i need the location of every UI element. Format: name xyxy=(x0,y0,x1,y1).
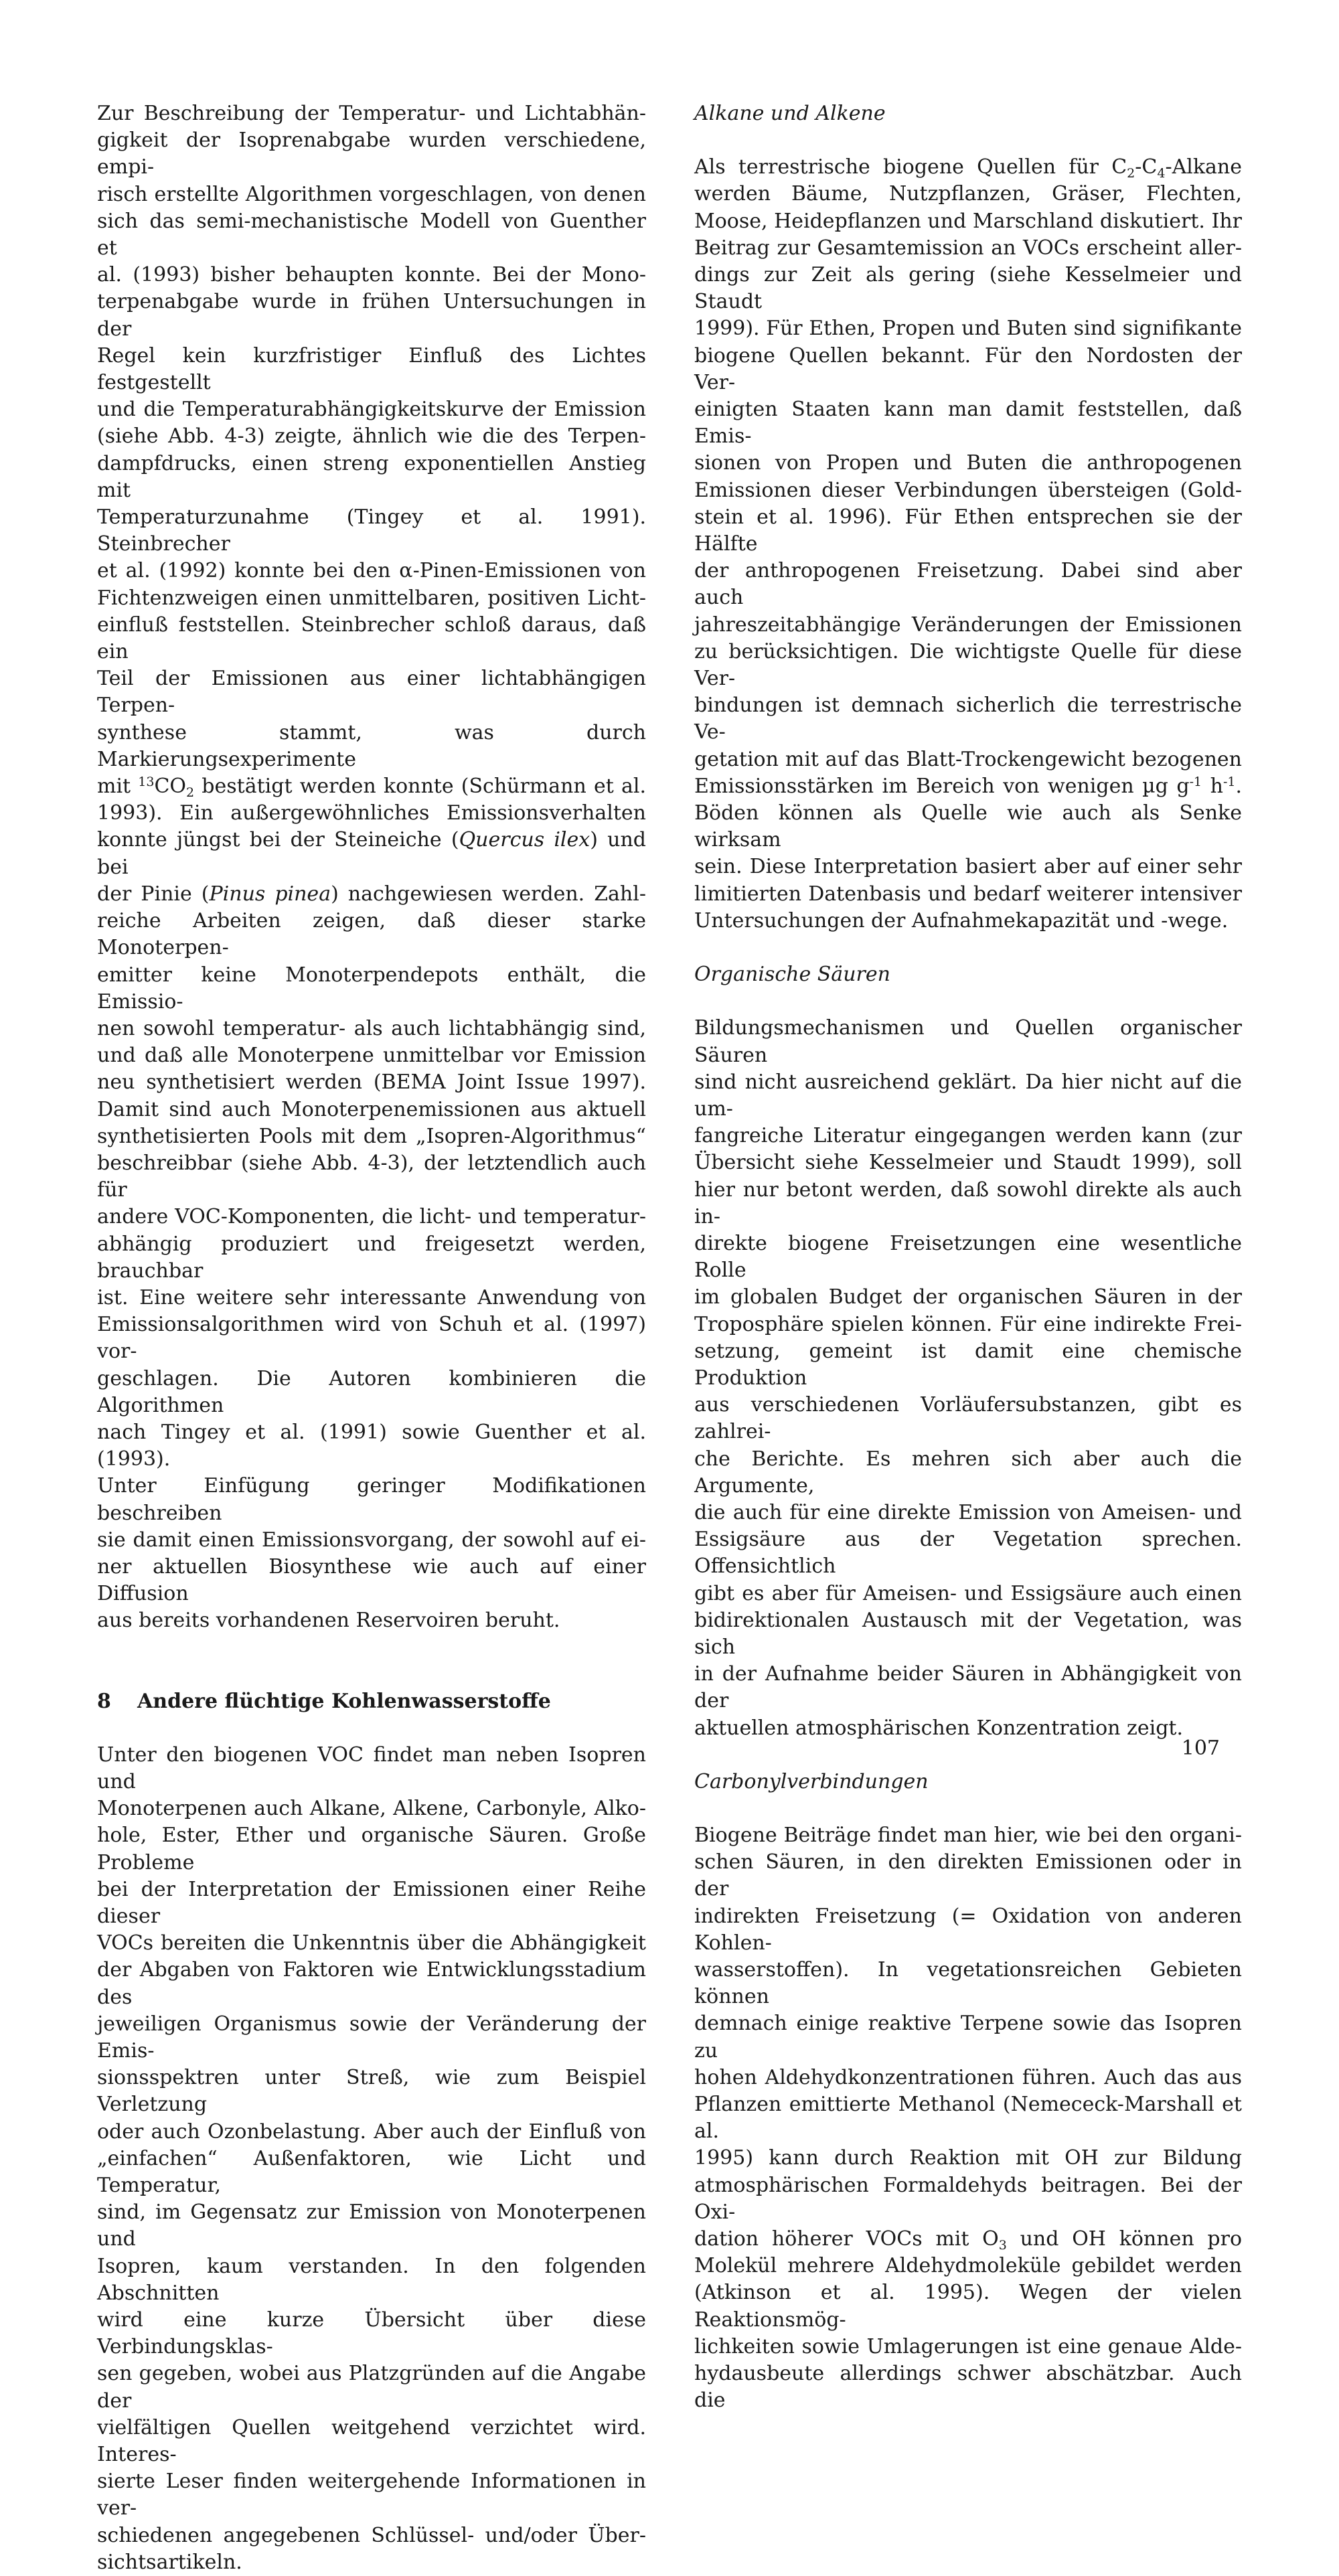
text-line: terpenabgabe wurde in frühen Untersuchungen in der xyxy=(97,290,646,341)
text-line: in der Aufnahme beider Säuren in Abhängigkeit von der xyxy=(694,1662,1242,1713)
text-line-units: Emissionsstärken im Bereich von wenigen µg $g^{-1}$ $h^{-1}$. xyxy=(694,774,1242,798)
text-line: hydausbeute allerdings schwer abschätzbar. Auch die xyxy=(694,2362,1242,2413)
text-line: fangreiche Literatur eingegangen werden kann (zur xyxy=(694,1124,1242,1148)
text-line: nach Tingey et al. (1991) sowie Guenther et al. (1993). xyxy=(97,1420,646,1471)
text-line: ner aktuellen Biosynthese wie auch auf einer Diffusion xyxy=(97,1554,646,1606)
text-line: Isopren, kaum verstanden. In den folgenden Abschnitten xyxy=(97,2254,646,2305)
paragraph-isoprene-algorithms xyxy=(97,100,646,1635)
paragraph-organic-acids xyxy=(694,1015,1242,1741)
page-number: 107 xyxy=(1181,1737,1220,1760)
text-line: 1993). Ein außergewöhnliches Emissionsverhalten xyxy=(97,801,646,825)
text-line: Emissionsalgorithmen wird von Schuh et al. (1997) vor- xyxy=(97,1313,646,1364)
text-line: Molekül mehrere Aldehydmoleküle gebildet werden xyxy=(694,2254,1242,2278)
text-line: Regel kein kurzfristiger Einfluß des Lichtes festgestellt xyxy=(97,343,646,395)
text-line: Fichtenzweigen einen unmittelbaren, positiven Licht- xyxy=(97,586,646,610)
text-line: zu berücksichtigen. Die wichtigste Quelle für diese Ver- xyxy=(694,639,1242,691)
text-line: bidirektionalen Austausch mit der Vegetation, was sich xyxy=(694,1608,1242,1659)
subheading-alkanes: Alkane und Alkene xyxy=(694,102,886,125)
text-line: schiedenen angegebenen Schlüssel- und/oder Über- xyxy=(97,2523,646,2547)
text-line: „einfachen“ Außenfaktoren, wie Licht und Temperatur, xyxy=(97,2146,646,2198)
text-line: lichkeiten sowie Umlagerungen ist eine genaue Alde- xyxy=(694,2334,1242,2358)
section-heading xyxy=(97,1688,646,1715)
text-line: che Berichte. Es mehren sich aber auch die Argumente, xyxy=(694,1447,1242,1498)
text-line: jahreszeitabhängige Veränderungen der Emissionen xyxy=(694,613,1242,637)
text-line: im globalen Budget der organischen Säuren in der xyxy=(694,1285,1242,1309)
text-line: dampfdrucks, einen streng exponentiellen Anstieg mit xyxy=(97,451,646,502)
right-column xyxy=(694,100,1242,2414)
text-line: Zur Beschreibung der Temperatur- und Lichtabhän- xyxy=(97,102,646,125)
text-line: sind, im Gegensatz zur Emission von Monoterpenen und xyxy=(97,2200,646,2251)
text-line: Böden können als Quelle wie auch als Senke wirksam xyxy=(694,801,1242,852)
text-line: andere VOC-Komponenten, die licht- und temperatur- xyxy=(97,1205,646,1229)
text-line-co2: mit $^{13}CO_2$ bestätigt werden konnte (Schürmann et al. xyxy=(97,775,646,801)
text-line: sionsspektren unter Streß, wie zum Beispiel Verletzung xyxy=(97,2066,646,2117)
text-line: der anthropogenen Freisetzung. Dabei sind aber auch xyxy=(694,559,1242,610)
text-line: abhängig produziert und freigesetzt werden, brauchbar xyxy=(97,1232,646,1283)
text-line: jeweiligen Organismus sowie der Veränderung der Emis- xyxy=(97,2012,646,2063)
text-line: hier nur betont werden, daß sowohl direkte als auch in- xyxy=(694,1178,1242,1228)
paragraph-alkanes xyxy=(694,154,1242,935)
text-line: die auch für eine direkte Emission von Ameisen- und xyxy=(694,1500,1242,1524)
text-line: aktuellen atmosphärischen Konzentration zeigt. xyxy=(694,1716,1183,1740)
text-line: risch erstellte Algorithmen vorgeschlagen, von denen xyxy=(97,182,646,206)
text-line: Pflanzen emittierte Methanol (Nemececk-Marshall et al. xyxy=(694,2093,1242,2144)
text-line: vielfältigen Quellen weitgehend verzichtet wird. Interes- xyxy=(97,2415,646,2467)
text-line: sen gegeben, wobei aus Platzgründen auf die Angabe der xyxy=(97,2362,646,2413)
text-line: 1995) kann durch Reaktion mit OH zur Bildung xyxy=(694,2146,1242,2170)
text-line: neu synthetisiert werden (BEMA Joint Issue 1997). xyxy=(97,1070,646,1095)
text-line: und daß alle Monoterpene unmittelbar vor Emission xyxy=(97,1044,646,1068)
text-line: nen sowohl temperatur- als auch lichtabhängig sind, xyxy=(97,1016,646,1040)
text-line: Teil der Emissionen aus einer lichtabhängigen Terpen- xyxy=(97,667,646,718)
text-line: Emissionen dieser Verbindungen übersteigen (Gold- xyxy=(694,478,1242,502)
text-line: Unter Einfügung geringer Modifikationen beschreiben xyxy=(97,1474,646,1525)
text-line: atmosphärischen Formaldehyds beitragen. Bei der Oxi- xyxy=(694,2173,1242,2224)
text-line: sind nicht ausreichend geklärt. Da hier nicht auf die um- xyxy=(694,1070,1242,1121)
subheading-carbonyls: Carbonylverbindungen xyxy=(694,1769,929,1793)
text-line: wird eine kurze Übersicht über diese Verbindungsklas- xyxy=(97,2308,646,2359)
text-line: et al. (1992) konnte bei den α-Pinen-Emissionen von xyxy=(97,559,646,583)
text-line: getation mit auf das Blatt-Trockengewicht bezogenen xyxy=(694,747,1242,771)
text-line: (Atkinson et al. 1995). Wegen der vielen Reaktionsmög- xyxy=(694,2281,1242,2332)
text-line: sich das semi-mechanistische Modell von Guenther et xyxy=(97,209,646,260)
text-line: Biogene Beiträge findet man hier, wie bei den organi- xyxy=(694,1823,1242,1847)
text-line: und die Temperaturabhängigkeitskurve der Emission xyxy=(97,398,646,422)
text-line: Damit sind auch Monoterpenemissionen aus aktuell xyxy=(97,1097,646,1121)
text-line: direkte biogene Freisetzungen eine wesentliche Rolle xyxy=(694,1231,1242,1283)
text-line: oder auch Ozonbelastung. Aber auch der Einfluß von xyxy=(97,2119,646,2144)
text-line: Essigsäure aus der Vegetation sprechen. Offensichtlich xyxy=(694,1528,1242,1579)
text-line: Troposphäre spielen können. Für eine indirekte Frei- xyxy=(694,1312,1242,1336)
text-line: einfluß feststellen. Steinbrecher schloß daraus, daß ein xyxy=(97,613,646,664)
text-line: bindungen ist demnach sicherlich die terrestrische Ve- xyxy=(694,694,1242,744)
text-line: biogene Quellen bekannt. Für den Nordosten der Ver- xyxy=(694,343,1242,394)
text-line: setzung, gemeint ist damit eine chemische Produktion xyxy=(694,1339,1242,1390)
left-column xyxy=(97,100,646,2576)
text-line: synthetisierten Pools mit dem „Isopren-Algorithmus“ xyxy=(97,1124,646,1148)
text-line: beschreibbar (siehe Abb. 4-3), der letztendlich auch für xyxy=(97,1151,646,1202)
paragraph-carbonyls xyxy=(694,1822,1242,2414)
text-line-pinus: der Pinie (Pinus pinea) nachgewiesen werden. Zahl- xyxy=(97,882,646,906)
text-line: emitter keine Monoterpendepots enthält, die Emissio- xyxy=(97,963,646,1014)
text-line: sichtsartikeln. xyxy=(97,2550,242,2574)
text-line: synthese stammt, was durch Markierungsexperimente xyxy=(97,720,646,771)
text-line: Moose, Heidepflanzen und Marschland diskutiert. Ihr xyxy=(694,209,1242,233)
text-line: al. (1993) bisher behaupten konnte. Bei der Mono- xyxy=(97,263,646,287)
paragraph-other-voc xyxy=(97,1742,646,2576)
text-line: Bildungsmechanismen und Quellen organischer Säuren xyxy=(694,1016,1242,1067)
text-line: Beitrag zur Gesamtemission an VOCs erscheint aller- xyxy=(694,236,1242,260)
text-line-o3: dation höherer VOCs mit $O_3$ und OH können pro xyxy=(694,2227,1242,2253)
text-line: sein. Diese Interpretation basiert aber auf einer sehr xyxy=(694,855,1242,879)
text-line: (siehe Abb. 4-3) zeigte, ähnlich wie die des Terpen- xyxy=(97,424,646,449)
text-line: aus bereits vorhandenen Reservoiren beruht. xyxy=(97,1609,560,1633)
text-line: hole, Ester, Ether und organische Säuren. Große Probleme xyxy=(97,1824,646,1874)
text-line: sierte Leser finden weitergehende Informationen in ver- xyxy=(97,2470,646,2520)
text-line: 1999). Für Ethen, Propen und Buten sind signifikante xyxy=(694,317,1242,341)
text-line: demnach einige reaktive Terpene sowie das Isopren zu xyxy=(694,2012,1242,2063)
text-line: sionen von Propen und Buten die anthropogenen xyxy=(694,451,1242,475)
subheading-organic-acids: Organische Säuren xyxy=(694,963,890,987)
text-line-quercus: konnte jüngst bei der Steineiche (Quercus ilex) und bei xyxy=(97,828,646,879)
text-line: Übersicht siehe Kesselmeier und Staudt 1999), soll xyxy=(694,1151,1242,1175)
text-line: limitierten Datenbasis und bedarf weiterer intensiver xyxy=(694,882,1242,906)
text-line: Unter den biogenen VOC findet man neben Isopren und xyxy=(97,1743,646,1793)
text-line: Untersuchungen der Aufnahmekapazität und -wege. xyxy=(694,908,1229,933)
text-line: indirekten Freisetzung (= Oxidation von anderen Kohlen- xyxy=(694,1904,1242,1955)
text-line: geschlagen. Die Autoren kombinieren die Algorithmen xyxy=(97,1366,646,1417)
text-line: VOCs bereiten die Unkenntnis über die Abhängigkeit xyxy=(97,1931,646,1955)
text-line: wasserstoffen). In vegetationsreichen Gebieten können xyxy=(694,1958,1242,2009)
text-line: aus verschiedenen Vorläufersubstanzen, gibt es zahlrei- xyxy=(694,1393,1242,1444)
text-line: Temperaturzunahme (Tingey et al. 1991). Steinbrecher xyxy=(97,505,646,556)
section-number: 8 xyxy=(97,1689,111,1713)
text-line: stein et al. 1996). Für Ethen entsprechen sie der Hälfte xyxy=(694,505,1242,556)
text-line: reiche Arbeiten zeigen, daß dieser starke Monoterpen- xyxy=(97,909,646,960)
text-line: gigkeit der Isoprenabgabe wurden verschiedene, empi- xyxy=(97,129,646,179)
text-line: bei der Interpretation der Emissionen einer Reihe dieser xyxy=(97,1877,646,1928)
text-line: schen Säuren, in den direkten Emissionen oder in der xyxy=(694,1850,1242,1901)
text-line-c2c4: Als terrestrische biogene Quellen für $C_2-C_4$-Alkane xyxy=(694,155,1242,181)
text-line: ist. Eine weitere sehr interessante Anwendung von xyxy=(97,1285,646,1309)
text-line: dings zur Zeit als gering (siehe Kesselmeier und Staudt xyxy=(694,263,1242,314)
section-title: Andere flüchtige Kohlenwasserstoffe xyxy=(137,1689,551,1713)
text-line: werden Bäume, Nutzpflanzen, Gräser, Flechten, xyxy=(694,182,1242,206)
text-line: gibt es aber für Ameisen- und Essigsäure auch einen xyxy=(694,1581,1242,1605)
text-line: der Abgaben von Faktoren wie Entwicklungsstadium des xyxy=(97,1958,646,2009)
text-line: Monoterpenen auch Alkane, Alkene, Carbonyle, Alko- xyxy=(97,1797,646,1821)
text-line: sie damit einen Emissionsvorgang, der sowohl auf ei- xyxy=(97,1528,646,1552)
text-line: einigten Staaten kann man damit feststellen, daß Emis- xyxy=(694,398,1242,449)
text-line: hohen Aldehydkonzentrationen führen. Auch das aus xyxy=(694,2065,1242,2089)
